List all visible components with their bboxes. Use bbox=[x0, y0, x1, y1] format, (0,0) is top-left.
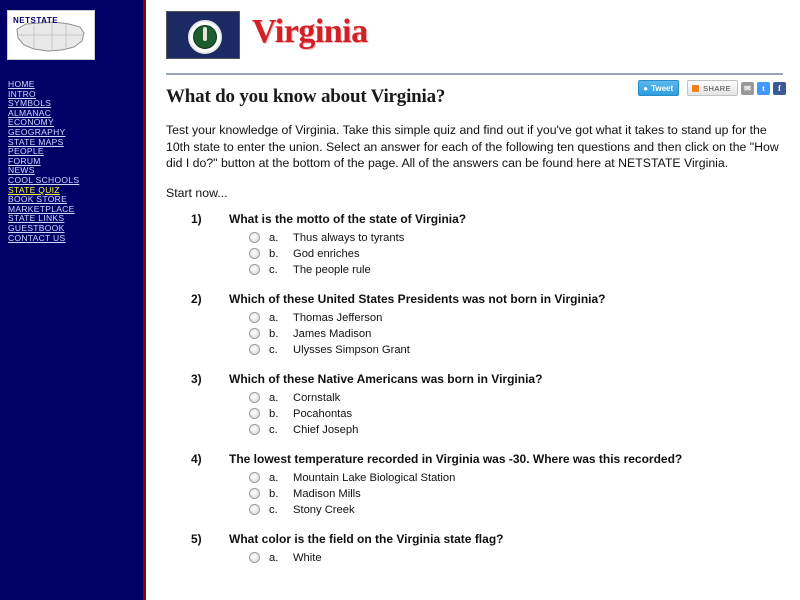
answer-text: Thomas Jefferson bbox=[293, 311, 383, 324]
masthead bbox=[149, 0, 800, 68]
question-heading bbox=[191, 532, 784, 546]
netstate-logo[interactable] bbox=[7, 10, 95, 60]
sidebar-item-cool-schools[interactable]: COOL SCHOOLS bbox=[8, 174, 80, 185]
answer-option[interactable] bbox=[249, 246, 784, 262]
question-text: Which of these United States Presidents was not born in Virginia? bbox=[229, 291, 606, 306]
answer-letter: c. bbox=[269, 343, 278, 356]
facebook-icon[interactable]: f bbox=[773, 82, 786, 95]
header-divider bbox=[166, 73, 783, 75]
answer-option[interactable] bbox=[249, 230, 784, 246]
question-heading bbox=[191, 292, 784, 306]
radio-button[interactable] bbox=[249, 392, 260, 403]
answer-letter: a. bbox=[269, 471, 279, 484]
radio-button[interactable] bbox=[249, 408, 260, 419]
question-number: 3) bbox=[191, 371, 202, 386]
answer-letter: b. bbox=[269, 327, 279, 340]
question-number: 4) bbox=[191, 451, 202, 466]
answer-letter: a. bbox=[269, 231, 279, 244]
answer-options bbox=[191, 310, 784, 358]
answer-text: Ulysses Simpson Grant bbox=[293, 343, 410, 356]
twitter-icon[interactable]: t bbox=[757, 82, 770, 95]
answer-option[interactable] bbox=[249, 470, 784, 486]
question-number: 5) bbox=[191, 531, 202, 546]
radio-button[interactable] bbox=[249, 504, 260, 515]
answer-text: Cornstalk bbox=[293, 391, 341, 404]
answer-option[interactable] bbox=[249, 406, 784, 422]
answer-options bbox=[191, 230, 784, 278]
answer-text: God enriches bbox=[293, 247, 360, 260]
question-list bbox=[166, 212, 784, 566]
answer-text: Madison Mills bbox=[293, 487, 361, 500]
sidebar-item-state-links[interactable]: STATE LINKS bbox=[8, 213, 65, 224]
question-heading bbox=[191, 372, 784, 386]
answer-options bbox=[191, 550, 784, 566]
netstate-logo-text: NETSTATE bbox=[13, 16, 59, 25]
answer-text: Mountain Lake Biological Station bbox=[293, 471, 456, 484]
question-block bbox=[191, 372, 784, 438]
answer-letter: c. bbox=[269, 503, 278, 516]
answer-option[interactable] bbox=[249, 262, 784, 278]
radio-button[interactable] bbox=[249, 472, 260, 483]
start-now-text: Start now... bbox=[166, 185, 228, 200]
question-heading bbox=[191, 212, 784, 226]
answer-option[interactable] bbox=[249, 422, 784, 438]
answer-option[interactable] bbox=[249, 310, 784, 326]
virginia-state-flag-icon bbox=[166, 11, 240, 59]
sidebar-item-symbols[interactable]: SYMBOLS bbox=[8, 98, 52, 109]
answer-text: The people rule bbox=[293, 263, 371, 276]
answer-letter: b. bbox=[269, 247, 279, 260]
answer-letter: c. bbox=[269, 263, 278, 276]
answer-text: Pocahontas bbox=[293, 407, 353, 420]
question-block bbox=[191, 532, 784, 566]
radio-button[interactable] bbox=[249, 488, 260, 499]
share-button-label: SHARE bbox=[703, 83, 731, 93]
sidebar-item-people[interactable]: PEOPLE bbox=[8, 146, 44, 157]
radio-button[interactable] bbox=[249, 552, 260, 563]
question-heading bbox=[191, 452, 784, 466]
sidebar-item-geography[interactable]: GEOGRAPHY bbox=[8, 126, 66, 137]
sidebar-item-almanac[interactable]: ALMANAC bbox=[8, 107, 52, 118]
question-text: Which of these Native Americans was born in Virginia? bbox=[229, 371, 543, 386]
answer-text: Chief Joseph bbox=[293, 423, 359, 436]
question-text: The lowest temperature recorded in Virginia was -30. Where was this recorded? bbox=[229, 451, 683, 466]
twitter-bird-icon: ● bbox=[643, 83, 649, 93]
question-block bbox=[191, 292, 784, 358]
sidebar-item-state-quiz[interactable]: STATE QUIZ bbox=[8, 184, 60, 195]
answer-option[interactable] bbox=[249, 342, 784, 358]
radio-button[interactable] bbox=[249, 232, 260, 243]
sidebar-item-home[interactable]: HOME bbox=[8, 79, 35, 89]
question-block bbox=[191, 212, 784, 278]
sidebar-item-intro[interactable]: INTRO bbox=[8, 88, 36, 99]
state-seal-figure bbox=[203, 27, 207, 41]
quiz-intro-text: Test your knowledge of Virginia. Take this simple quiz and find out if you've got what it takes to stand up for the 10th state to enter the union. Select an answer for each of the following ten questions and then click on the "How did I do?" button at the bottom of the page. All of the answers can be found here at NETSTATE Virginia. bbox=[166, 123, 779, 170]
answer-text: James Madison bbox=[293, 327, 372, 340]
sidebar-item-forum[interactable]: FORUM bbox=[8, 155, 41, 166]
sidebar-item-economy[interactable]: ECONOMY bbox=[8, 117, 55, 128]
answer-letter: b. bbox=[269, 487, 279, 500]
state-seal-icon bbox=[188, 20, 222, 54]
answer-letter: a. bbox=[269, 551, 279, 564]
answer-option[interactable] bbox=[249, 326, 784, 342]
quiz-heading: What do you know about Virginia? bbox=[166, 86, 446, 107]
email-icon[interactable]: ✉ bbox=[741, 82, 754, 95]
answer-option[interactable] bbox=[249, 550, 784, 566]
answer-text: Thus always to tyrants bbox=[293, 231, 405, 244]
answer-option[interactable] bbox=[249, 486, 784, 502]
sidebar-item-book-store[interactable]: BOOK STORE bbox=[8, 194, 68, 205]
question-text: What color is the field on the Virginia state flag? bbox=[229, 531, 504, 546]
answer-options bbox=[191, 470, 784, 518]
main-content bbox=[149, 0, 800, 600]
page-title: Virginia bbox=[252, 13, 368, 50]
answer-letter: c. bbox=[269, 423, 278, 436]
radio-button[interactable] bbox=[249, 248, 260, 259]
radio-button[interactable] bbox=[249, 344, 260, 355]
answer-options bbox=[191, 390, 784, 438]
radio-button[interactable] bbox=[249, 328, 260, 339]
answer-letter: a. bbox=[269, 311, 279, 324]
sidebar-item-state-maps[interactable]: STATE MAPS bbox=[8, 136, 64, 147]
sidebar-item-marketplace[interactable]: MARKETPLACE bbox=[8, 203, 75, 214]
answer-option[interactable] bbox=[249, 502, 784, 518]
sidebar-item-contact-us[interactable]: CONTACT US bbox=[8, 232, 66, 243]
radio-button[interactable] bbox=[249, 264, 260, 275]
sidebar-item-news[interactable]: NEWS bbox=[8, 165, 35, 176]
question-block bbox=[191, 452, 784, 518]
answer-letter: b. bbox=[269, 407, 279, 420]
sidebar-item-guestbook[interactable]: GUESTBOOK bbox=[8, 222, 65, 233]
answer-text: Stony Creek bbox=[293, 503, 355, 516]
sidebar-nav bbox=[8, 80, 138, 243]
answer-text: White bbox=[293, 551, 322, 564]
answer-letter: a. bbox=[269, 391, 279, 404]
question-number: 2) bbox=[191, 291, 202, 306]
answer-option[interactable] bbox=[249, 390, 784, 406]
radio-button[interactable] bbox=[249, 424, 260, 435]
tweet-button-label: Tweet bbox=[651, 83, 674, 93]
question-text: What is the motto of the state of Virginia? bbox=[229, 211, 467, 226]
sidebar bbox=[0, 0, 146, 600]
question-number: 1) bbox=[191, 211, 202, 226]
quiz-content bbox=[166, 83, 784, 580]
radio-button[interactable] bbox=[249, 312, 260, 323]
